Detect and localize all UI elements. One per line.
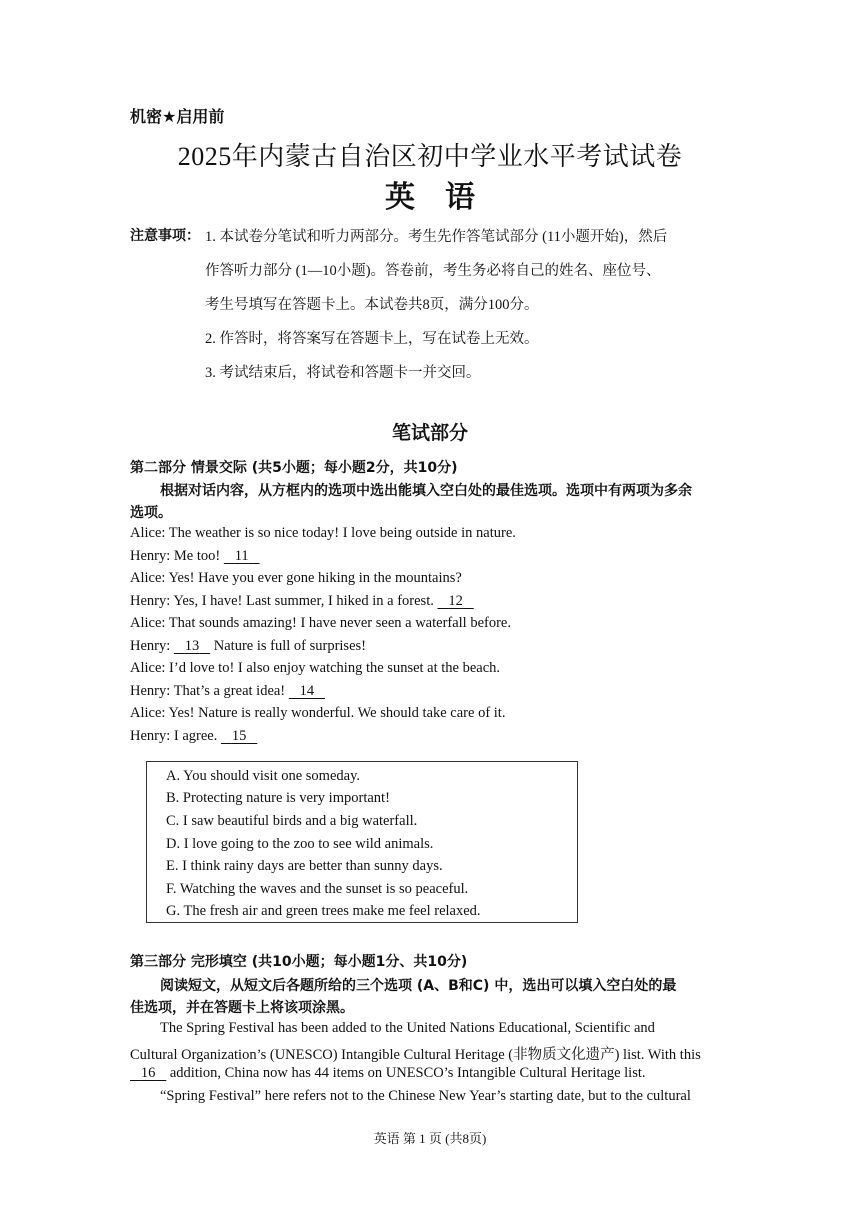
answer-blank: 16	[140, 1065, 156, 1081]
option-item: G. The fresh air and green trees make me feel relaxed.	[166, 903, 481, 919]
dialogue-line: Henry: 13 Nature is full of surprises!	[130, 638, 366, 654]
exam-title: 2025年内蒙古自治区初中学业水平考试试卷	[177, 142, 683, 171]
dialogue-line: Henry: I agree. 15	[130, 728, 257, 745]
part3-instruction: 佳选项，并在答题卡上将该项涂黑。	[130, 1000, 354, 1016]
subject-title: 英语	[385, 180, 505, 215]
notice-line: 3. 考试结束后，将试卷和答题卡一并交回。	[205, 365, 481, 381]
dialogue-line: Henry: That’s a great idea! 14	[130, 683, 325, 700]
page-footer: 英语 第 1 页 (共8页)	[373, 1131, 487, 1146]
answer-blank: 12	[448, 593, 463, 609]
answer-blank: 15	[231, 728, 247, 744]
answer-blank: 13	[184, 638, 200, 654]
dialogue-line: Alice: That sounds amazing! I have never seen a waterfall before.	[130, 615, 511, 631]
passage-line: Cultural Organization’s (UNESCO) Intangible Cultural Heritage (非物质文化遗产) list. With this	[130, 1047, 701, 1063]
answer-blank: 14	[299, 683, 315, 699]
notice-line: 2. 作答时，将答案写在答题卡上，写在试卷上无效。	[205, 331, 539, 347]
notice-line: 考生号填写在答题卡上。本试卷共8页，满分100分。	[205, 297, 539, 313]
dialogue-line: Henry: Yes, I have! Last summer, I hiked in a forest. 12	[130, 593, 474, 610]
option-item: B. Protecting nature is very important!	[166, 790, 390, 806]
notice-label: 注意事项：	[130, 228, 200, 244]
option-item: F. Watching the waves and the sunset is so peaceful.	[166, 881, 469, 897]
dialogue-line: Alice: I’d love to! I also enjoy watching the sunset at the beach.	[130, 660, 501, 676]
confidential-label: 机密★启用前	[130, 107, 225, 126]
part2-instruction: 选项。	[130, 505, 172, 521]
dialogue-line: Henry: Me too! 11	[130, 548, 260, 565]
part3-instruction: 阅读短文，从短文后各题所给的三个选项 (A、B和C) 中，选出可以填入空白处的最	[160, 978, 677, 994]
notice-line: 1. 本试卷分笔试和听力两部分。考生先作答笔试部分 (11小题开始)，然后	[205, 229, 668, 245]
part3-title: 第三部分 完形填空 (共10小题；每小题1分、共10分)	[130, 954, 468, 970]
dialogue-line: Alice: The weather is so nice today! I love being outside in nature.	[130, 525, 516, 541]
dialogue-line: Alice: Yes! Have you ever gone hiking in the mountains?	[130, 570, 462, 586]
option-item: C. I saw beautiful birds and a big waterfall.	[166, 813, 418, 829]
section-title: 笔试部分	[391, 422, 468, 444]
answer-blank: 11	[234, 548, 249, 564]
part2-instruction: 根据对话内容，从方框内的选项中选出能填入空白处的最佳选项。选项中有两项为多余	[160, 483, 692, 499]
passage-line: “Spring Festival” here refers not to the Chinese New Year’s starting date, but to the cultural	[160, 1088, 691, 1104]
part2-title: 第二部分 情景交际 (共5小题；每小题2分，共10分)	[130, 460, 458, 476]
option-item: D. I love going to the zoo to see wild animals.	[166, 836, 434, 852]
passage-line: 16 addition, China now has 44 items on UNESCO’s Intangible Cultural Heritage list.	[130, 1065, 646, 1082]
dialogue-line: Alice: Yes! Nature is really wonderful. We should take care of it.	[130, 705, 506, 721]
notice-line: 作答听力部分 (1—10小题)。答卷前，考生务必将自己的姓名、座位号、	[205, 263, 661, 279]
passage-line: The Spring Festival has been added to the United Nations Educational, Scientific and	[160, 1020, 655, 1036]
option-item: E. I think rainy days are better than sunny days.	[166, 858, 443, 874]
option-item: A. You should visit one someday.	[166, 768, 361, 784]
